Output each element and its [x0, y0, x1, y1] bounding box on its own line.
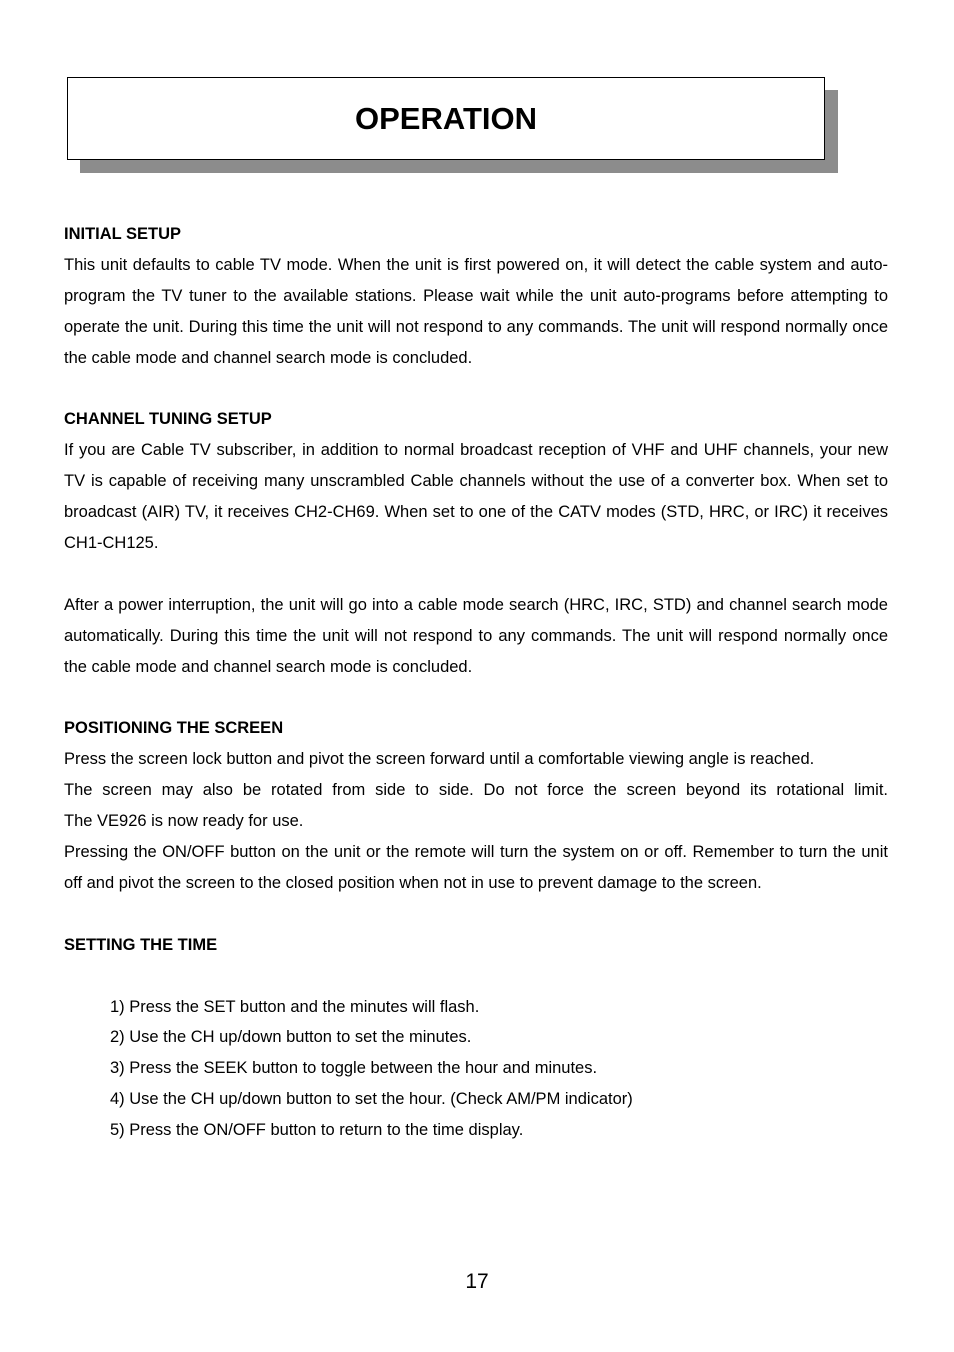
list-item: 3) Press the SEEK button to toggle between the hour and minutes.: [110, 1059, 598, 1078]
page-content: [64, 219, 888, 1146]
positioning-line-2: The screen may also be rotated from side to side. Do not force the screen beyond its rotational limit.: [64, 781, 888, 800]
heading-channel-tuning: CHANNEL TUNING SETUP: [64, 410, 272, 429]
list-item: 1) Press the SET button and the minutes will flash.: [110, 997, 480, 1016]
page-number: 17: [465, 1270, 489, 1293]
channel-tuning-text-1: If you are Cable TV subscriber, in addition to normal broadcast reception of VHF and UHF channels, your new TV is capable of receiving many unscrambled Cable channels without the use of a converter box. When set to broadcast (AIR) TV, it receives CH2-CH69. When set to one of the CATV modes (STD, HRC, or IRC) it receives CH1-CH125.: [64, 441, 888, 553]
page-title-banner: [67, 77, 825, 160]
positioning-line-3: The VE926 is now ready for use.: [64, 812, 304, 831]
list-item: 5) Press the ON/OFF button to return to the time display.: [110, 1121, 524, 1140]
heading-setting-time: SETTING THE TIME: [64, 935, 218, 954]
heading-positioning: POSITIONING THE SCREEN: [64, 719, 284, 738]
positioning-text-2: Pressing the ON/OFF button on the unit or the remote will turn the system on or off. Remember to turn the unit off and pivot the screen to the closed position when not in use to prevent damage to the screen.: [64, 843, 888, 892]
page-title: OPERATION: [355, 100, 537, 136]
initial-setup-text: This unit defaults to cable TV mode. When the unit is first powered on, it will detect the cable system and auto-program the TV tuner to the available stations. Please wait while the unit auto-programs before attempting to operate the unit. During this time the unit will not respond to any commands. The unit will respond normally once the cable mode and channel search mode is concluded.: [64, 255, 888, 367]
time-steps-list: [64, 992, 888, 1147]
heading-initial-setup: INITIAL SETUP: [64, 225, 182, 243]
list-item: 2) Use the CH up/down button to set the minutes.: [110, 1028, 472, 1047]
channel-tuning-text-2: After a power interruption, the unit will go into a cable mode search (HRC, IRC, STD) and channel search mode automatically. During this time the unit will not respond to any commands. The unit will respond normally once the cable mode and channel search mode is concluded.: [64, 595, 888, 676]
positioning-line-1: Press the screen lock button and pivot the screen forward until a comfortable viewing angle is reached.: [64, 750, 815, 769]
list-item: 4) Use the CH up/down button to set the hour. (Check AM/PM indicator): [110, 1090, 633, 1109]
title-banner-box: [67, 77, 825, 160]
